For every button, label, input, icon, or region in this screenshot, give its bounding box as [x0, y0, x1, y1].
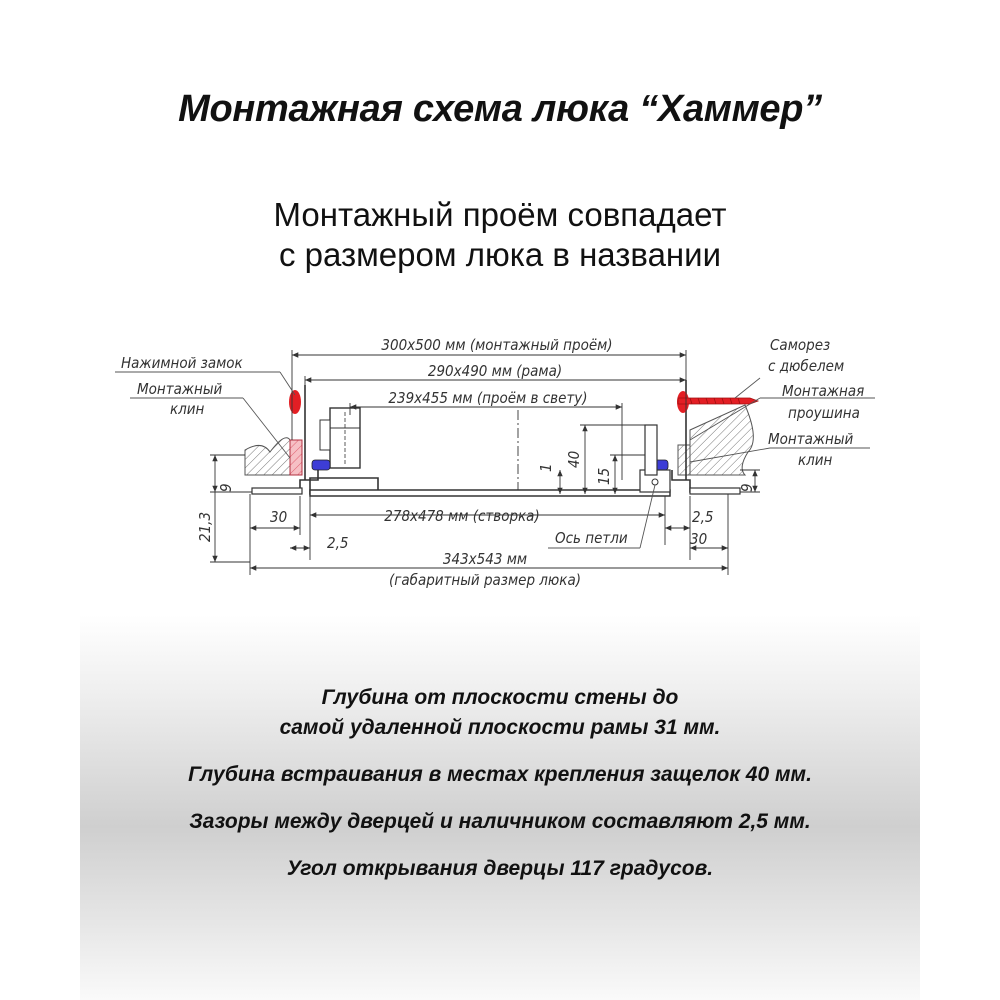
dim-h-21-3: 21,3 — [196, 511, 214, 542]
label-lug-2: проушина — [788, 404, 860, 422]
label-door: 278х478 мм (створка) — [384, 507, 540, 525]
note-2: Глубина встраивания в местах крепления защелок 40 мм. — [188, 763, 812, 786]
label-left-wedge-1: Монтажный — [137, 380, 223, 398]
right-wall-section — [690, 405, 753, 475]
label-opening: 300х500 мм (монтажный проём) — [381, 336, 613, 354]
right-hinge-block — [645, 425, 657, 475]
label-clear-opening: 239х455 мм (проём в свету) — [388, 389, 588, 407]
note-1b: самой удаленной плоскости рамы 31 мм. — [279, 716, 721, 739]
dim-left-30: 30 — [270, 508, 288, 526]
dim-left-2-5: 2,5 — [327, 534, 349, 552]
door-leaf — [310, 490, 670, 496]
label-left-wedge-2: клин — [170, 400, 205, 418]
left-wall-section — [245, 438, 290, 475]
label-frame: 290х490 мм (рама) — [427, 362, 563, 380]
left-wedge — [290, 440, 302, 475]
dim-h-40: 40 — [565, 450, 583, 468]
dim-right-30: 30 — [690, 530, 708, 548]
left-frame-flange — [252, 488, 302, 494]
subtitle-line-2: с размером люка в названии — [278, 236, 722, 273]
label-lug-1: Монтажная — [782, 382, 865, 400]
note-1a: Глубина от плоскости стены до — [321, 686, 679, 709]
dim-h-9-left: 9 — [217, 483, 235, 492]
left-seal — [312, 460, 330, 470]
label-push-lock: Нажимной замок — [121, 354, 243, 372]
dim-right-2-5: 2,5 — [692, 508, 714, 526]
dim-h-9-right: 9 — [738, 483, 756, 492]
label-overall-value: 343х543 мм — [442, 550, 528, 568]
dim-h-1: 1 — [537, 463, 555, 472]
page-title: Монтажная схема люка “Хаммер” — [178, 88, 822, 130]
push-lock-marker — [289, 390, 301, 414]
label-right-wedge-1: Монтажный — [768, 430, 854, 448]
label-overall: (габаритный размер люка) — [389, 571, 581, 589]
label-screw-2: с дюбелем — [768, 357, 845, 375]
right-wedge — [678, 445, 690, 475]
label-right-wedge-2: клин — [798, 451, 833, 469]
label-screw-1: Саморез — [770, 336, 831, 354]
label-hinge-axis: Ось петли — [555, 529, 628, 547]
note-4: Угол открывания дверцы 117 градусов. — [286, 857, 714, 880]
subtitle-line-1: Монтажный проём совпадает — [273, 196, 727, 233]
right-frame-flange — [690, 488, 740, 494]
note-3: Зазоры между дверцей и наличником составляют 2,5 мм. — [189, 810, 811, 833]
dim-h-15: 15 — [595, 467, 613, 485]
notes-block — [0, 683, 1000, 884]
